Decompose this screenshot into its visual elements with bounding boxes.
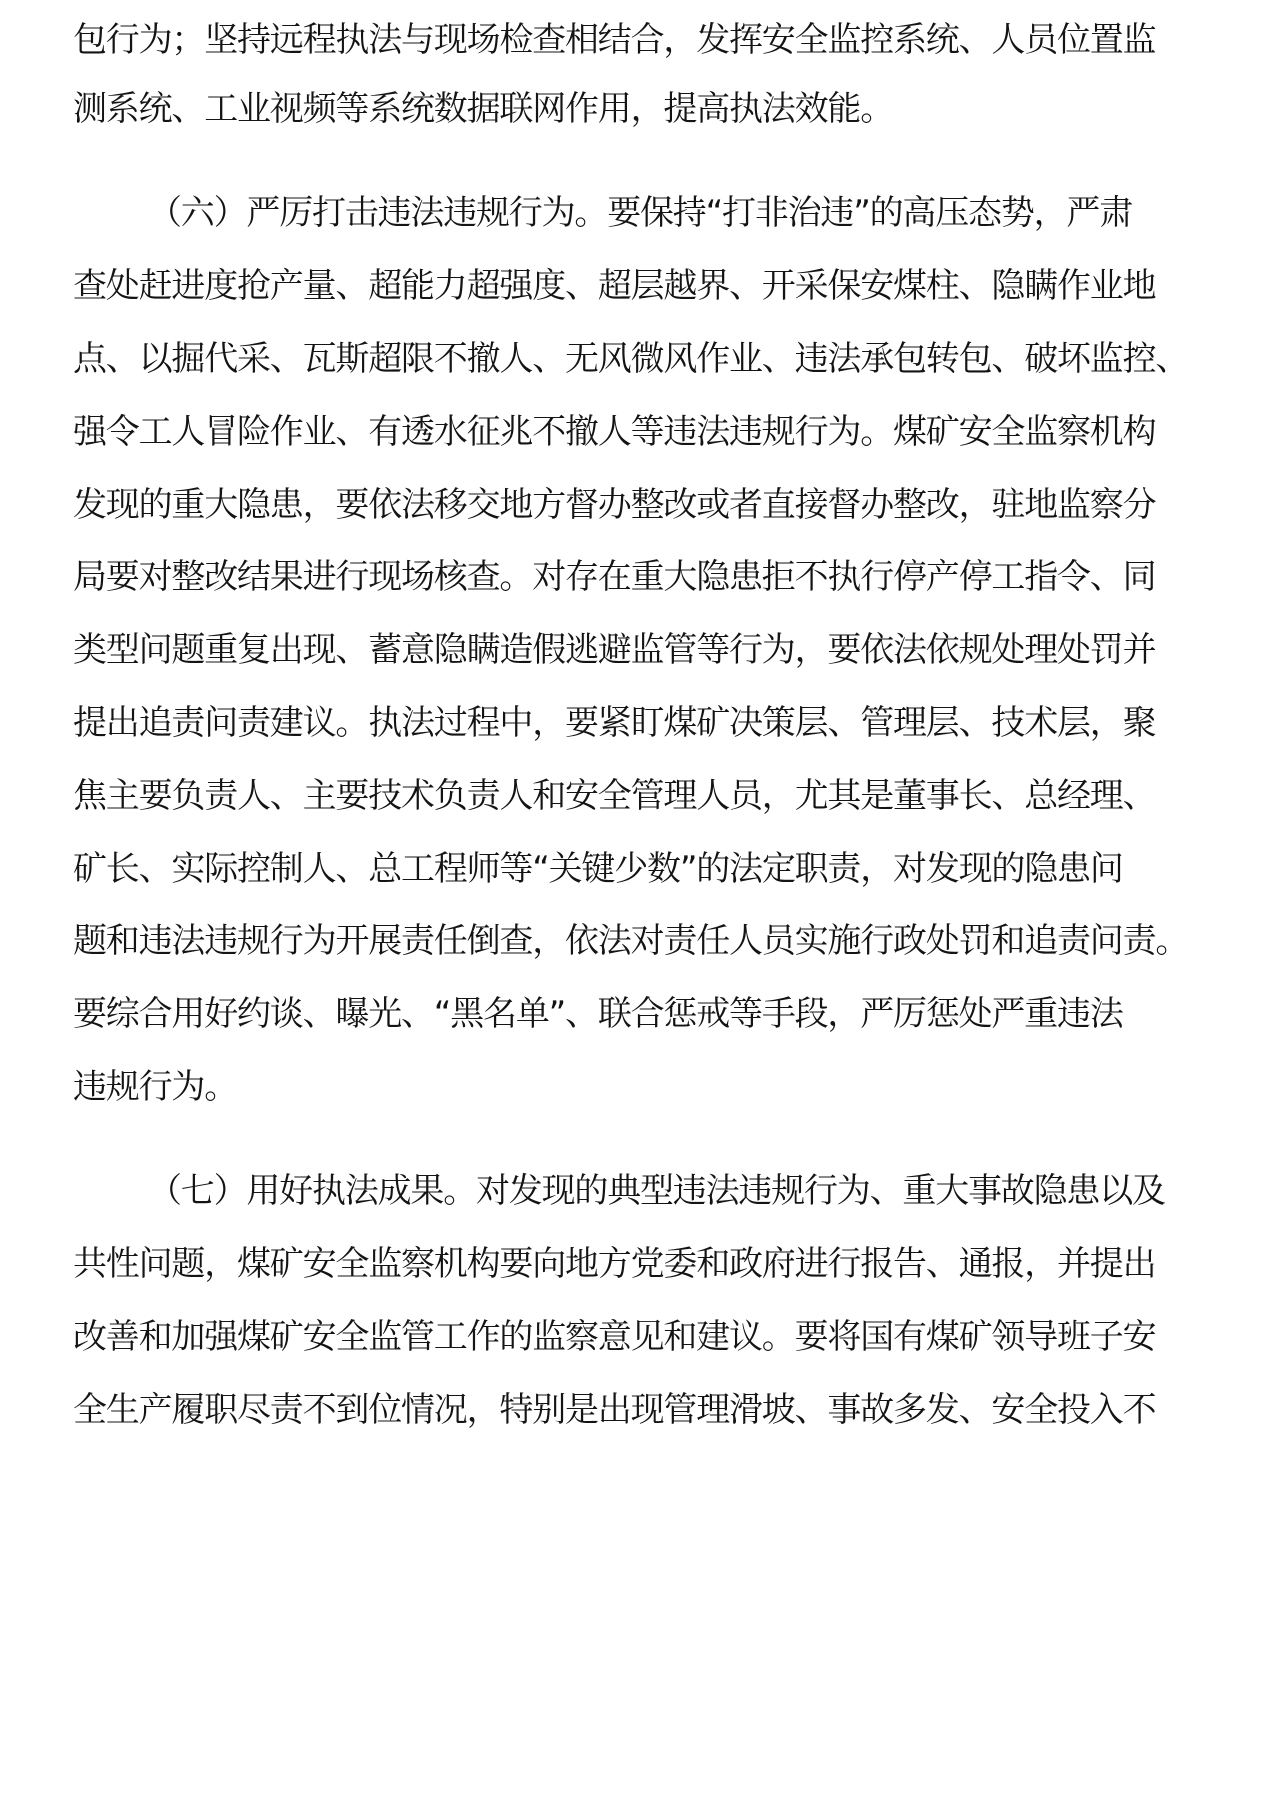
text-line: 矿长、实际控制人、总工程师等“关键少数”的法定职责，对发现的隐患问 [73,849,1123,889]
text-line: 改善和加强煤矿安全监管工作的监察意见和建议。要将国有煤矿领导班子安 [73,1317,1156,1357]
paragraph-seven-heading-line: （七）用好执法成果。对发现的典型违法违规行为、重大事故隐患以及 [148,1171,1165,1211]
text-line: 共性问题，煤矿安全监察机构要向地方党委和政府进行报告、通报，并提出 [73,1244,1156,1284]
text-line: 强令工人冒险作业、有透水征兆不撤人等违法违规行为。煤矿安全监察机构 [73,412,1156,452]
text-line: 包行为；坚持远程执法与现场检查相结合，发挥安全监控系统、人员位置监 [73,20,1156,60]
text-line: 题和违法违规行为开展责任倒查，依法对责任人员实施行政处罚和追责问责。 [73,921,1189,961]
text-line: 要综合用好约谈、曝光、“黑名单”、联合惩戒等手段，严厉惩处严重违法 [73,994,1123,1034]
text-line: 发现的重大隐患，要依法移交地方督办整改或者直接督办整改，驻地监察分 [73,485,1156,525]
text-line: 点、以掘代采、瓦斯超限不撤人、无风微风作业、违法承包转包、破坏监控、 [73,339,1189,379]
text-line: 测系统、工业视频等系统数据联网作用，提高执法效能。 [73,89,893,129]
text-line: 违规行为。 [73,1067,237,1107]
text-line: 全生产履职尽责不到位情况，特别是出现管理滑坡、事故多发、安全投入不 [73,1390,1156,1430]
text-line: 提出追责问责建议。执法过程中，要紧盯煤矿决策层、管理层、技术层，聚 [73,703,1156,743]
text-line: 查处赶进度抢产量、超能力超强度、超层越界、开采保安煤柱、隐瞒作业地 [73,266,1156,306]
text-line: 焦主要负责人、主要技术负责人和安全管理人员，尤其是董事长、总经理、 [73,776,1156,816]
text-line: 局要对整改结果进行现场核查。对存在重大隐患拒不执行停产停工指令、同 [73,557,1156,597]
text-line: 类型问题重复出现、蓄意隐瞒造假逃避监管等行为，要依法依规处理处罚并 [73,630,1156,670]
paragraph-six-heading-line: （六）严厉打击违法违规行为。要保持“打非治违”的高压态势，严肃 [148,193,1133,233]
